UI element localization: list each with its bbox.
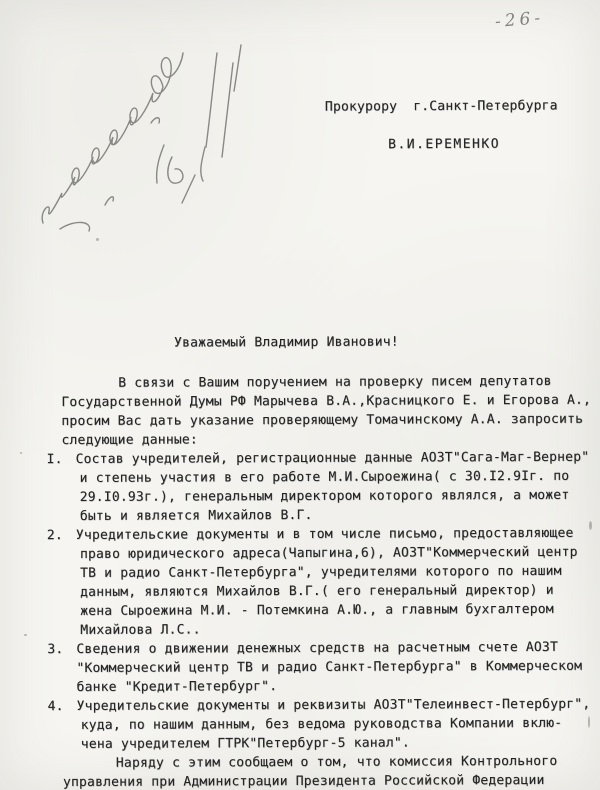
salutation: Уважаемый Владимир Иванович! [174,334,399,351]
list-item-number: 2. [46,528,63,544]
list-item-1 [47,448,600,526]
intro-paragraph [61,372,599,450]
list-item-line: "Коммерческий центр ТВ и радио Санкт-Петербурга" в Коммерческом [76,658,583,676]
list-item-number: I. [46,452,63,468]
closing-line: Наряду с этим сообщаем о том, что комиссия Контрольного [115,753,558,771]
list-item-line [48,695,600,716]
scan-speck [24,634,27,636]
list-item-line: данным, являются Михайлов В.Г.( его генеральный директор) и [80,582,554,600]
recipient-block [325,96,558,154]
page-number: -26- [494,7,545,33]
recipient-name: В.И.ЕРЕМЕНКО [388,136,501,153]
list-item-line [47,524,600,545]
handwriting-stroke [151,118,159,123]
list-item-3 [47,638,600,697]
list-item-line [47,638,600,659]
list-item-line: быть и является Михайлов В.Г. [79,507,313,524]
list-item-line: банке "Кредит-Петербург". [76,679,278,695]
list-item-2 [47,524,600,640]
intro-line: Государственной Думы РФ Марычева В.А.,Красницкого Е. и Егорова А., [61,392,592,411]
list-item-text: Сведения о движении денежных средств на расчетным счете АОЗТ [76,639,559,657]
list-item-line: и степень участия в его работе М.И.Сыроежина( с 30.I2.9Iг. по [79,468,570,486]
scan-speck [588,716,590,728]
scan-speck [589,521,592,530]
list-item-line: куда, по нашим данным, без ведома руководства Компании вклю- [80,715,563,733]
recipient-title: Прокурору г.Санкт-Петербурга [324,98,558,115]
list-item-text: Учредительские документы и в том числе письмо, предоставляющее [75,525,574,543]
intro-line: следующие данные: [61,432,198,449]
scan-speck [20,452,22,454]
handwritten-annotation [5,5,265,235]
list-item-line: Михайлова Л.С.. [80,622,201,638]
list-item-line: чена учредителем ГТРК"Петербург-5 канал". [80,735,410,752]
list-item-number: 4. [47,699,64,715]
list-item-4 [48,695,600,754]
handwriting-stroke [201,45,241,181]
list-item-number: 3. [47,642,64,658]
numbered-list [47,448,600,754]
list-item-line: ТВ и радио Санкт-Петербурга", учредителями которого по нашим [80,563,562,581]
list-item-line: 29.I0.93г.), генеральным директором которого являлся, а может [79,487,570,505]
list-item-line [47,448,600,469]
intro-line: просим Вас дать указание проверяющему Томачинскому А.А. запросить [61,411,584,430]
intro-line: В связи с Вашим поручением на проверку писем депутатов [118,373,552,391]
closing-line: управления при Администрации Президента Российской Федерации [62,772,545,790]
handwriting-stroke [60,197,113,231]
list-item-text: Состав учредителей, регистрационные данные АОЗТ"Сага-Маг-Вернер" [75,449,590,467]
list-item-line: право юридического адреса(Чапыгина,6), АОЗТ"Коммерческий центр [79,544,578,562]
list-item-line: жена Сыроежина М.И. - Потемкина А.Ю., а главным бухгалтером [80,601,554,619]
closing-paragraph [63,752,600,790]
letter-body [0,332,600,790]
handwriting-stroke [157,145,195,203]
scan-speck [96,238,99,241]
list-item-text: Учредительские документы и реквизиты АОЗТ"Телеинвест-Петербург", [76,696,591,714]
